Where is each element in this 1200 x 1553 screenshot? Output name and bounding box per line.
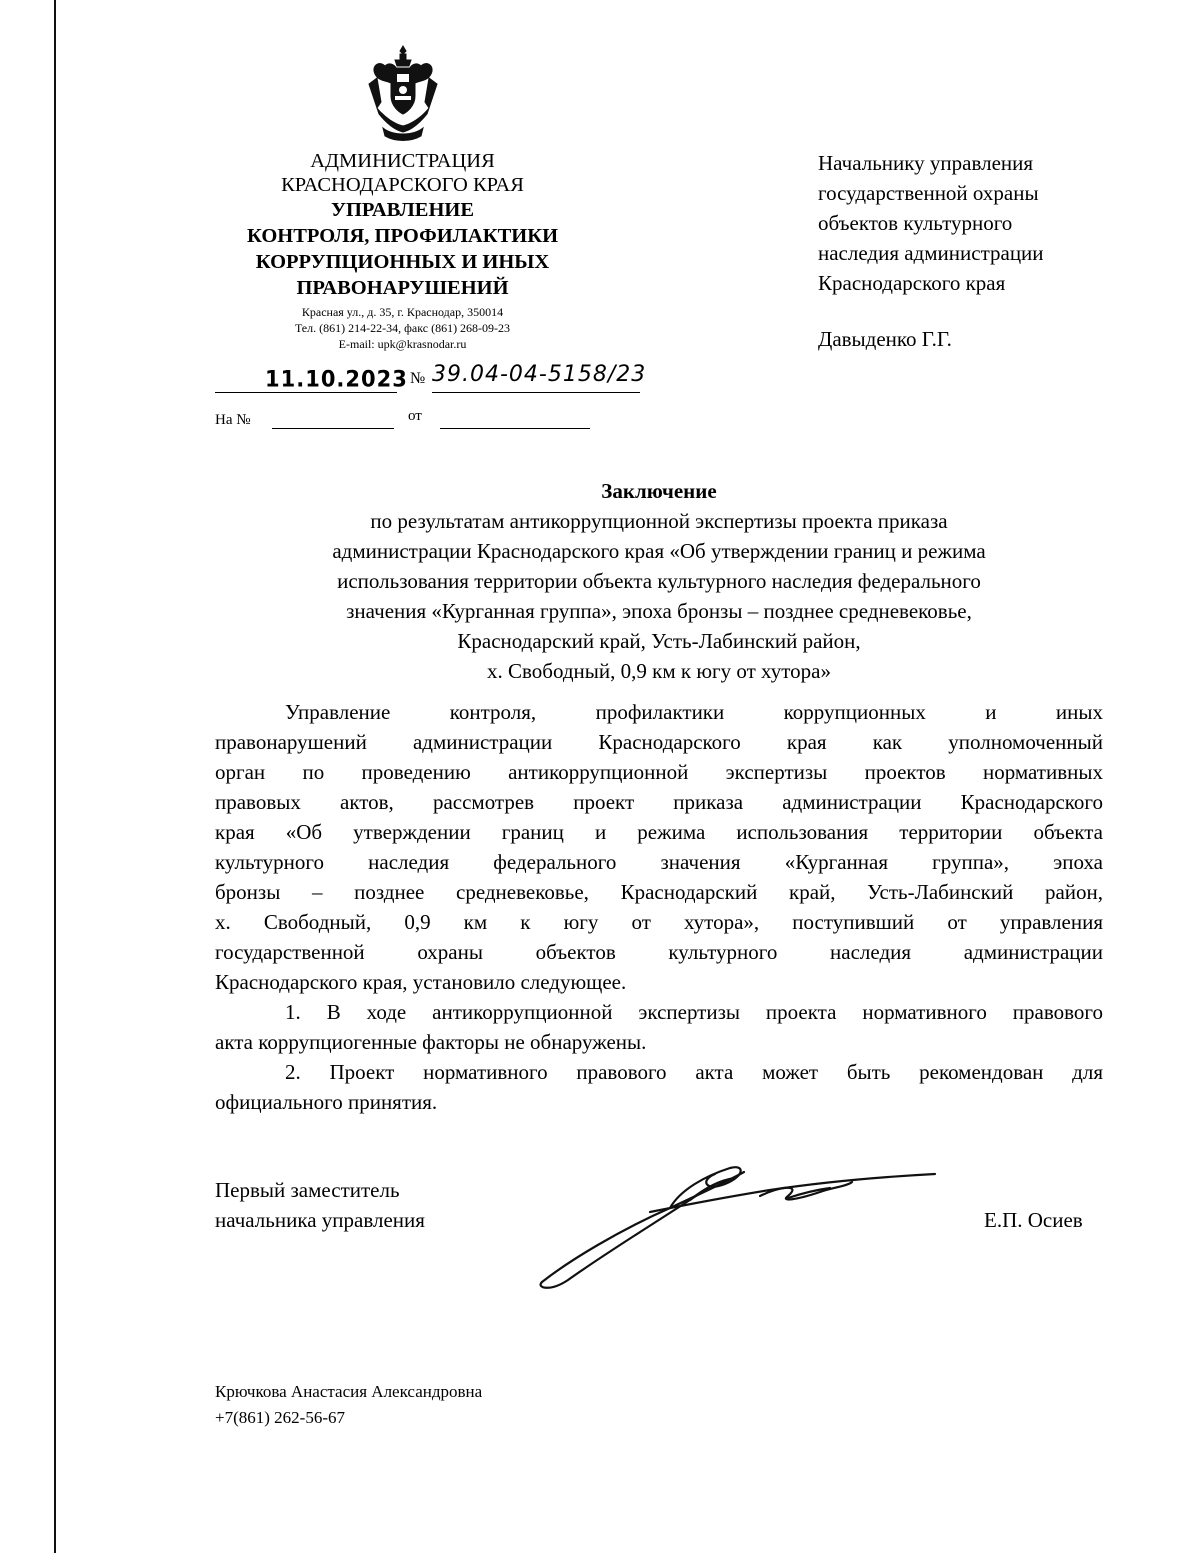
addressee-line: наследия администрации (818, 241, 1044, 265)
body-line: правонарушений администрации Краснодарского края как уполномоченный (215, 730, 1103, 754)
header-bold-line: КОРРУПЦИОННЫХ И ИНЫХ (255, 251, 550, 273)
body-line: 1. В ходе антикоррупционной экспертизы проекта нормативного правового (285, 1000, 1103, 1024)
body-line: Управление контроля, профилактики коррупционных и иных (285, 700, 1103, 724)
title-line: х. Свободный, 0,9 км к югу от хутора» (487, 659, 831, 683)
header-email: E-mail: upk@krasnodar.ru (338, 337, 467, 351)
addressee-line: Начальнику управления (818, 151, 1034, 175)
title-line: использования территории объекта культурного наследия федерального (337, 569, 981, 593)
signatory-position-line: начальника управления (215, 1208, 425, 1232)
body-line: края «Об утверждении границ и режима использования территории объекта (215, 820, 1103, 844)
header-bold-line: УПРАВЛЕНИЕ (330, 199, 475, 221)
body-line: акта коррупциогенные факторы не обнаружены. (215, 1030, 647, 1054)
signatory-position-line: Первый заместитель (215, 1178, 400, 1202)
number-label: № (410, 370, 426, 387)
body-line: правовых актов, рассмотрев проект приказа администрации Краснодарского (215, 790, 1103, 814)
outgoing-date: 11.10.2023 (265, 366, 408, 392)
addressee-name: Давыденко Г.Г. (818, 327, 952, 351)
addressee-line: объектов культурного (818, 211, 1013, 235)
document-title-block (215, 476, 1103, 686)
reference-underline (272, 428, 394, 429)
body-line: государственной охраны объектов культурного наследия администрации (215, 940, 1103, 964)
signatory-name: Е.П. Осиев (984, 1208, 1083, 1232)
executor-contact (215, 1379, 482, 1431)
body-line: культурного наследия федерального значения «Курганная группа», эпоха (215, 850, 1103, 874)
organization-header (215, 150, 590, 352)
header-bold-line: ПРАВОНАРУШЕНИЙ (296, 277, 509, 299)
date-underline (215, 392, 397, 393)
body-line: орган по проведению антикоррупционной экспертизы проектов нормативных (215, 760, 1103, 784)
executor-name: Крючкова Анастасия Александровна (215, 1382, 483, 1401)
header-line: КРАСНОДАРСКОГО КРАЯ (281, 173, 524, 196)
title-line: администрации Краснодарского края «Об утверждении границ и режима (332, 539, 986, 563)
scan-edge-line (54, 0, 56, 1553)
body-line: официального принятия. (215, 1090, 438, 1114)
body-line: 2. Проект нормативного правового акта может быть рекомендован для (285, 1060, 1103, 1084)
from-label: от (408, 408, 422, 424)
addressee-block (818, 148, 1044, 298)
header-line: АДМИНИСТРАЦИЯ (310, 150, 495, 172)
coat-of-arms-icon (365, 44, 441, 144)
addressee-line: государственной охраны (818, 181, 1039, 205)
signatory-position (215, 1175, 425, 1235)
body-line: Краснодарского края, установило следующее. (215, 970, 627, 994)
outgoing-number: 39.04-04-5158/23 (432, 362, 647, 387)
executor-phone: +7(861) 262-56-67 (215, 1408, 345, 1427)
document-title: Заключение (601, 479, 717, 503)
document-body (215, 697, 1103, 1117)
body-line: х. Свободный, 0,9 км к югу от хутора», поступивший от управления (215, 910, 1103, 934)
header-address: Красная ул., д. 35, г. Краснодар, 350014 (301, 305, 504, 319)
title-line: значения «Курганная группа», эпоха бронзы – позднее средневековье, (346, 599, 972, 623)
number-underline (432, 392, 640, 393)
body-line: бронзы – позднее средневековье, Краснодарский край, Усть-Лабинский район, (215, 880, 1103, 904)
header-bold-line: КОНТРОЛЯ, ПРОФИЛАКТИКИ (246, 225, 559, 247)
from-underline (440, 428, 590, 429)
reference-label: На № (215, 412, 251, 428)
title-line: по результатам антикоррупционной экспертизы проекта приказа (370, 509, 948, 533)
title-line: Краснодарский край, Усть-Лабинский район, (457, 629, 861, 653)
header-phone: Тел. (861) 214-22-34, факс (861) 268-09-23 (294, 321, 511, 335)
handwritten-signature (530, 1150, 940, 1295)
addressee-line: Краснодарского края (818, 271, 1006, 295)
